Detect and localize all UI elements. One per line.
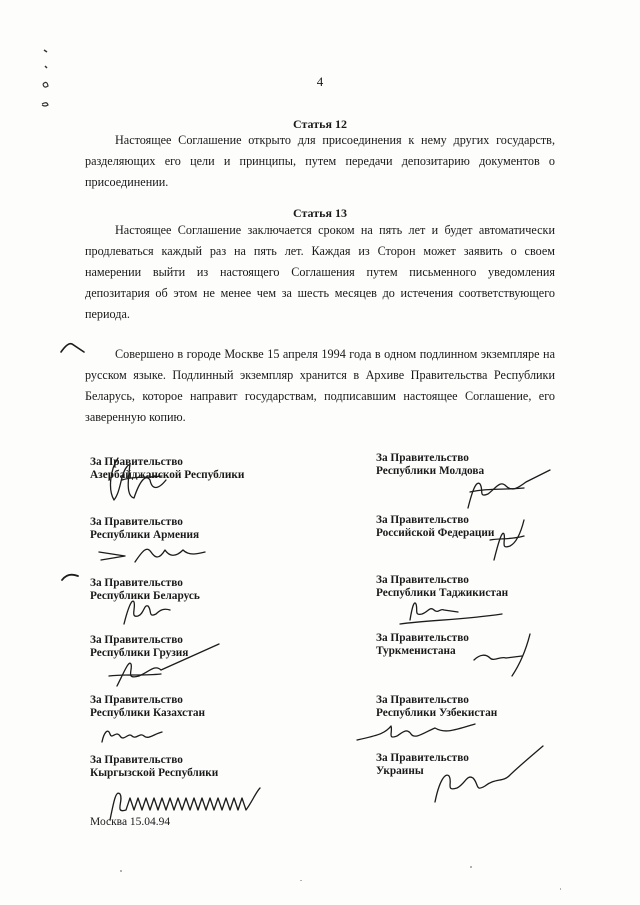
signature-block-uzbekistan (376, 694, 497, 720)
signature-title: За Правительство (376, 574, 469, 586)
footer-place-date: Москва 15.04.94 (90, 816, 171, 828)
signature-azerbaijan (100, 450, 180, 510)
signature-country: Республики Узбекистан (376, 707, 498, 719)
scan-speck (300, 880, 302, 881)
signature-block-kyrgyzstan (90, 754, 218, 780)
closing-text: Совершено в городе Москве 15 апреля 1994 года в одном подлинном экземпляре на русском языке. Подлинный экземпляр хранится в Архиве Правительства Республики Беларусь, которое направит государствам, подписавшим настоящее Соглашение, его заверенную копию. (85, 347, 555, 424)
signature-title: За Правительство (90, 456, 183, 468)
signature-country: Республики Грузия (90, 647, 189, 659)
signature-block-turkmenistan (376, 632, 469, 658)
signature-title: За Правительство (376, 694, 469, 706)
margin-tick-mark (58, 340, 88, 356)
signature-turkmenistan (470, 630, 550, 680)
signature-country: Азербайджанской Республики (90, 469, 245, 481)
signature-title: За Правительство (90, 754, 183, 766)
signature-country: Республики Таджикистан (376, 587, 509, 599)
signature-armenia (95, 538, 215, 568)
signature-georgia (95, 640, 225, 690)
signature-russia (484, 510, 534, 570)
signature-title: За Правительство (376, 514, 469, 526)
scan-speck (560, 888, 561, 890)
signature-title: За Правительство (376, 752, 469, 764)
signature-title: За Правительство (376, 632, 469, 644)
signature-country: Республики Молдова (376, 465, 485, 477)
article-13-heading: Статья 13 (293, 206, 347, 220)
signature-country: Украины (376, 765, 424, 777)
signature-title: За Правительство (90, 577, 183, 589)
article-12-heading: Статья 12 (293, 117, 347, 131)
article-13-text: Настоящее Соглашение заключается сроком на пять лет и будет автоматически продлеваться каждый раз на пять лет. Каждая из Сторон может заявить о своем намерении выйти из настоящего Соглашения путем письменного уведомления депозитария об этом не менее чем за шесть месяцев до истечения соответствующего периода. (85, 223, 555, 321)
signature-tajikistan (398, 592, 508, 632)
signature-country: Российской Федерации (376, 527, 495, 539)
signature-kazakhstan (98, 722, 168, 748)
scan-speck (470, 866, 472, 868)
signature-belarus (118, 590, 178, 630)
article-12-text: Настоящее Соглашение открыто для присоединения к нему других государств, разделяющих его цели и принципы, путем передачи депозитарию документов о присоединении. (85, 133, 555, 189)
signature-country: Туркменистана (376, 645, 456, 657)
signature-country: Республики Армения (90, 529, 200, 541)
signature-ukraine (425, 742, 555, 812)
signature-country: Республики Беларусь (90, 590, 200, 602)
signature-country: Республики Казахстан (90, 707, 206, 719)
signature-block-russia (376, 514, 494, 540)
signature-title: За Правительство (90, 516, 183, 528)
scan-speck (120, 870, 122, 872)
signature-title: За Правительство (376, 452, 469, 464)
signature-country: Кыргызской Республики (90, 767, 219, 779)
signature-title: За Правительство (90, 694, 183, 706)
signature-title: За Правительство (90, 634, 183, 646)
signature-block-kazakhstan (90, 694, 205, 720)
signature-moldova (440, 458, 560, 518)
page-number: 4 (316, 74, 324, 89)
margin-tick-mark (60, 570, 82, 584)
